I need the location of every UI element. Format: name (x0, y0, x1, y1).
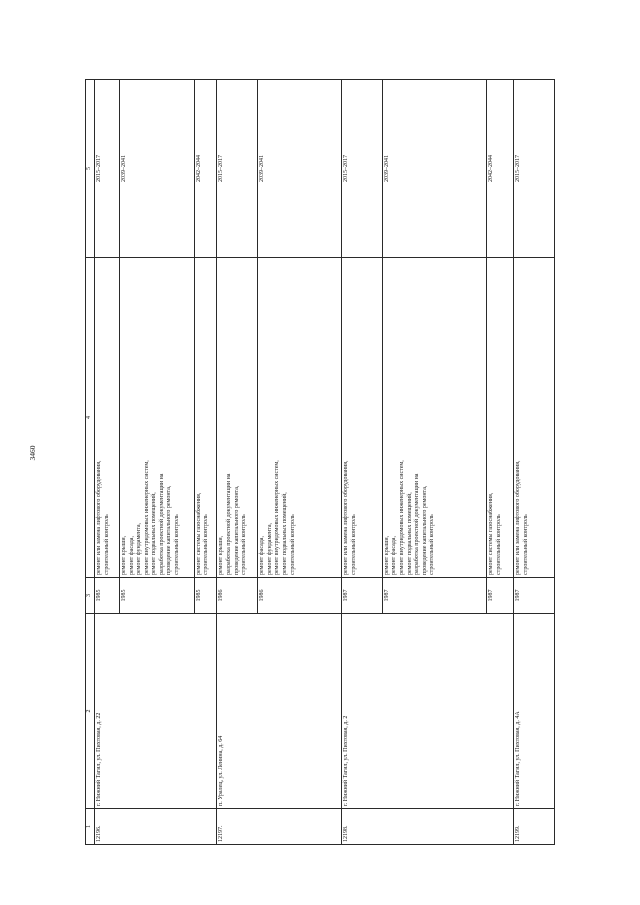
work-item: строительный контроль (289, 514, 296, 575)
work-item: разработка проектной документации на (414, 473, 421, 575)
work-item: ремонт крыши, (120, 535, 127, 575)
row-address: г. Нижний Тагил, ул. Пихтовая, д. 4А (514, 614, 555, 809)
row-number: 12199. (514, 809, 555, 845)
works-list (341, 258, 382, 578)
build-year: 1985 (194, 578, 217, 614)
work-item: строительный контроль (103, 514, 110, 575)
work-item: ремонт внутридомовых инженерных систем, (143, 460, 150, 575)
column-number-2: 2 (86, 614, 95, 809)
row-address: г. Нижний Тагил, ул. Пихтовая, д. 22 (95, 614, 217, 809)
repair-period: 2015–2017 (341, 80, 382, 258)
works-list (258, 258, 342, 578)
repair-period: 2042–2044 (486, 80, 513, 258)
works-list (382, 258, 486, 578)
work-item: ремонт крыши, (218, 535, 225, 575)
works-list (486, 258, 513, 578)
row-address: г. Нижний Тагил, ул. Пихтовая, д. 2 (341, 614, 513, 809)
work-item: ремонт внутридомовых инженерных систем, (274, 460, 281, 575)
row-number: 12197. (217, 809, 342, 845)
table-row (95, 80, 120, 845)
build-year: 1987 (382, 578, 486, 614)
work-item: проведение капитального ремонта, (421, 485, 428, 575)
work-item: строительный контроль (203, 514, 210, 575)
build-year: 1985 (95, 578, 120, 614)
page-number: 3460 (28, 445, 37, 461)
works-list (217, 258, 258, 578)
work-item: ремонт фундамента, (136, 523, 143, 575)
works-list (95, 258, 120, 578)
column-number-1: 1 (86, 809, 95, 845)
work-item: ремонт или замена лифтового оборудования, (515, 460, 522, 575)
repair-period: 2039–2041 (382, 80, 486, 258)
work-item: строительный контроль (241, 514, 248, 575)
build-year: 1986 (258, 578, 342, 614)
build-year: 1987 (341, 578, 382, 614)
work-item: проведение капитального ремонта, (166, 485, 173, 575)
work-item: строительный контроль (174, 514, 181, 575)
repair-period: 2015–2017 (95, 80, 120, 258)
works-list (119, 258, 194, 578)
work-item: ремонт системы газоснабжения, (487, 492, 494, 575)
work-item: ремонт фундамента, (266, 523, 273, 575)
build-year: 1986 (217, 578, 258, 614)
work-item: ремонт фасада, (259, 536, 266, 575)
work-item: ремонт подвальных помещений, (281, 492, 288, 575)
build-year: 1987 (514, 578, 555, 614)
work-item: ремонт фасада, (391, 536, 398, 575)
work-item: проведение капитального ремонта, (233, 485, 240, 575)
repair-period: 2042–2044 (194, 80, 217, 258)
build-year: 1985 (119, 578, 194, 614)
work-item: ремонт подвальных помещений, (151, 492, 158, 575)
row-address: п. Уралец, ул. Ленина, д. 64 (217, 614, 342, 809)
table-row (514, 80, 555, 845)
work-item: ремонт подвальных помещений, (406, 492, 413, 575)
column-number-4: 4 (86, 258, 95, 578)
table-row (341, 80, 382, 845)
capital-repair-table (85, 79, 555, 845)
column-number-5: 5 (86, 80, 95, 258)
column-number-3: 3 (86, 578, 95, 614)
repair-period: 2039–2041 (119, 80, 194, 258)
repair-period: 2015–2017 (217, 80, 258, 258)
work-item: ремонт внутридомовых инженерных систем, (398, 460, 405, 575)
work-item: ремонт крыши, (383, 535, 390, 575)
works-list (514, 258, 555, 578)
work-item: разработка проектной документации на (158, 473, 165, 575)
table-row (217, 80, 258, 845)
row-number: 12198. (341, 809, 513, 845)
work-item: строительный контроль (495, 514, 502, 575)
work-item: ремонт или замена лифтового оборудования, (342, 460, 349, 575)
rotated-table-container (85, 80, 555, 845)
column-number-row (86, 80, 95, 845)
repair-period: 2039–2041 (258, 80, 342, 258)
build-year: 1987 (486, 578, 513, 614)
work-item: ремонт или замена лифтового оборудования, (96, 460, 102, 575)
work-item: строительный контроль (350, 514, 357, 575)
work-item: разработка проектной документации на (225, 473, 232, 575)
work-item: строительный контроль (429, 514, 436, 575)
works-list (194, 258, 217, 578)
row-number: 12196. (95, 809, 217, 845)
repair-period: 2015–2017 (514, 80, 555, 258)
work-item: ремонт системы газоснабжения, (195, 492, 202, 575)
work-item: ремонт фасада, (128, 536, 135, 575)
work-item: строительный контроль (522, 514, 529, 575)
